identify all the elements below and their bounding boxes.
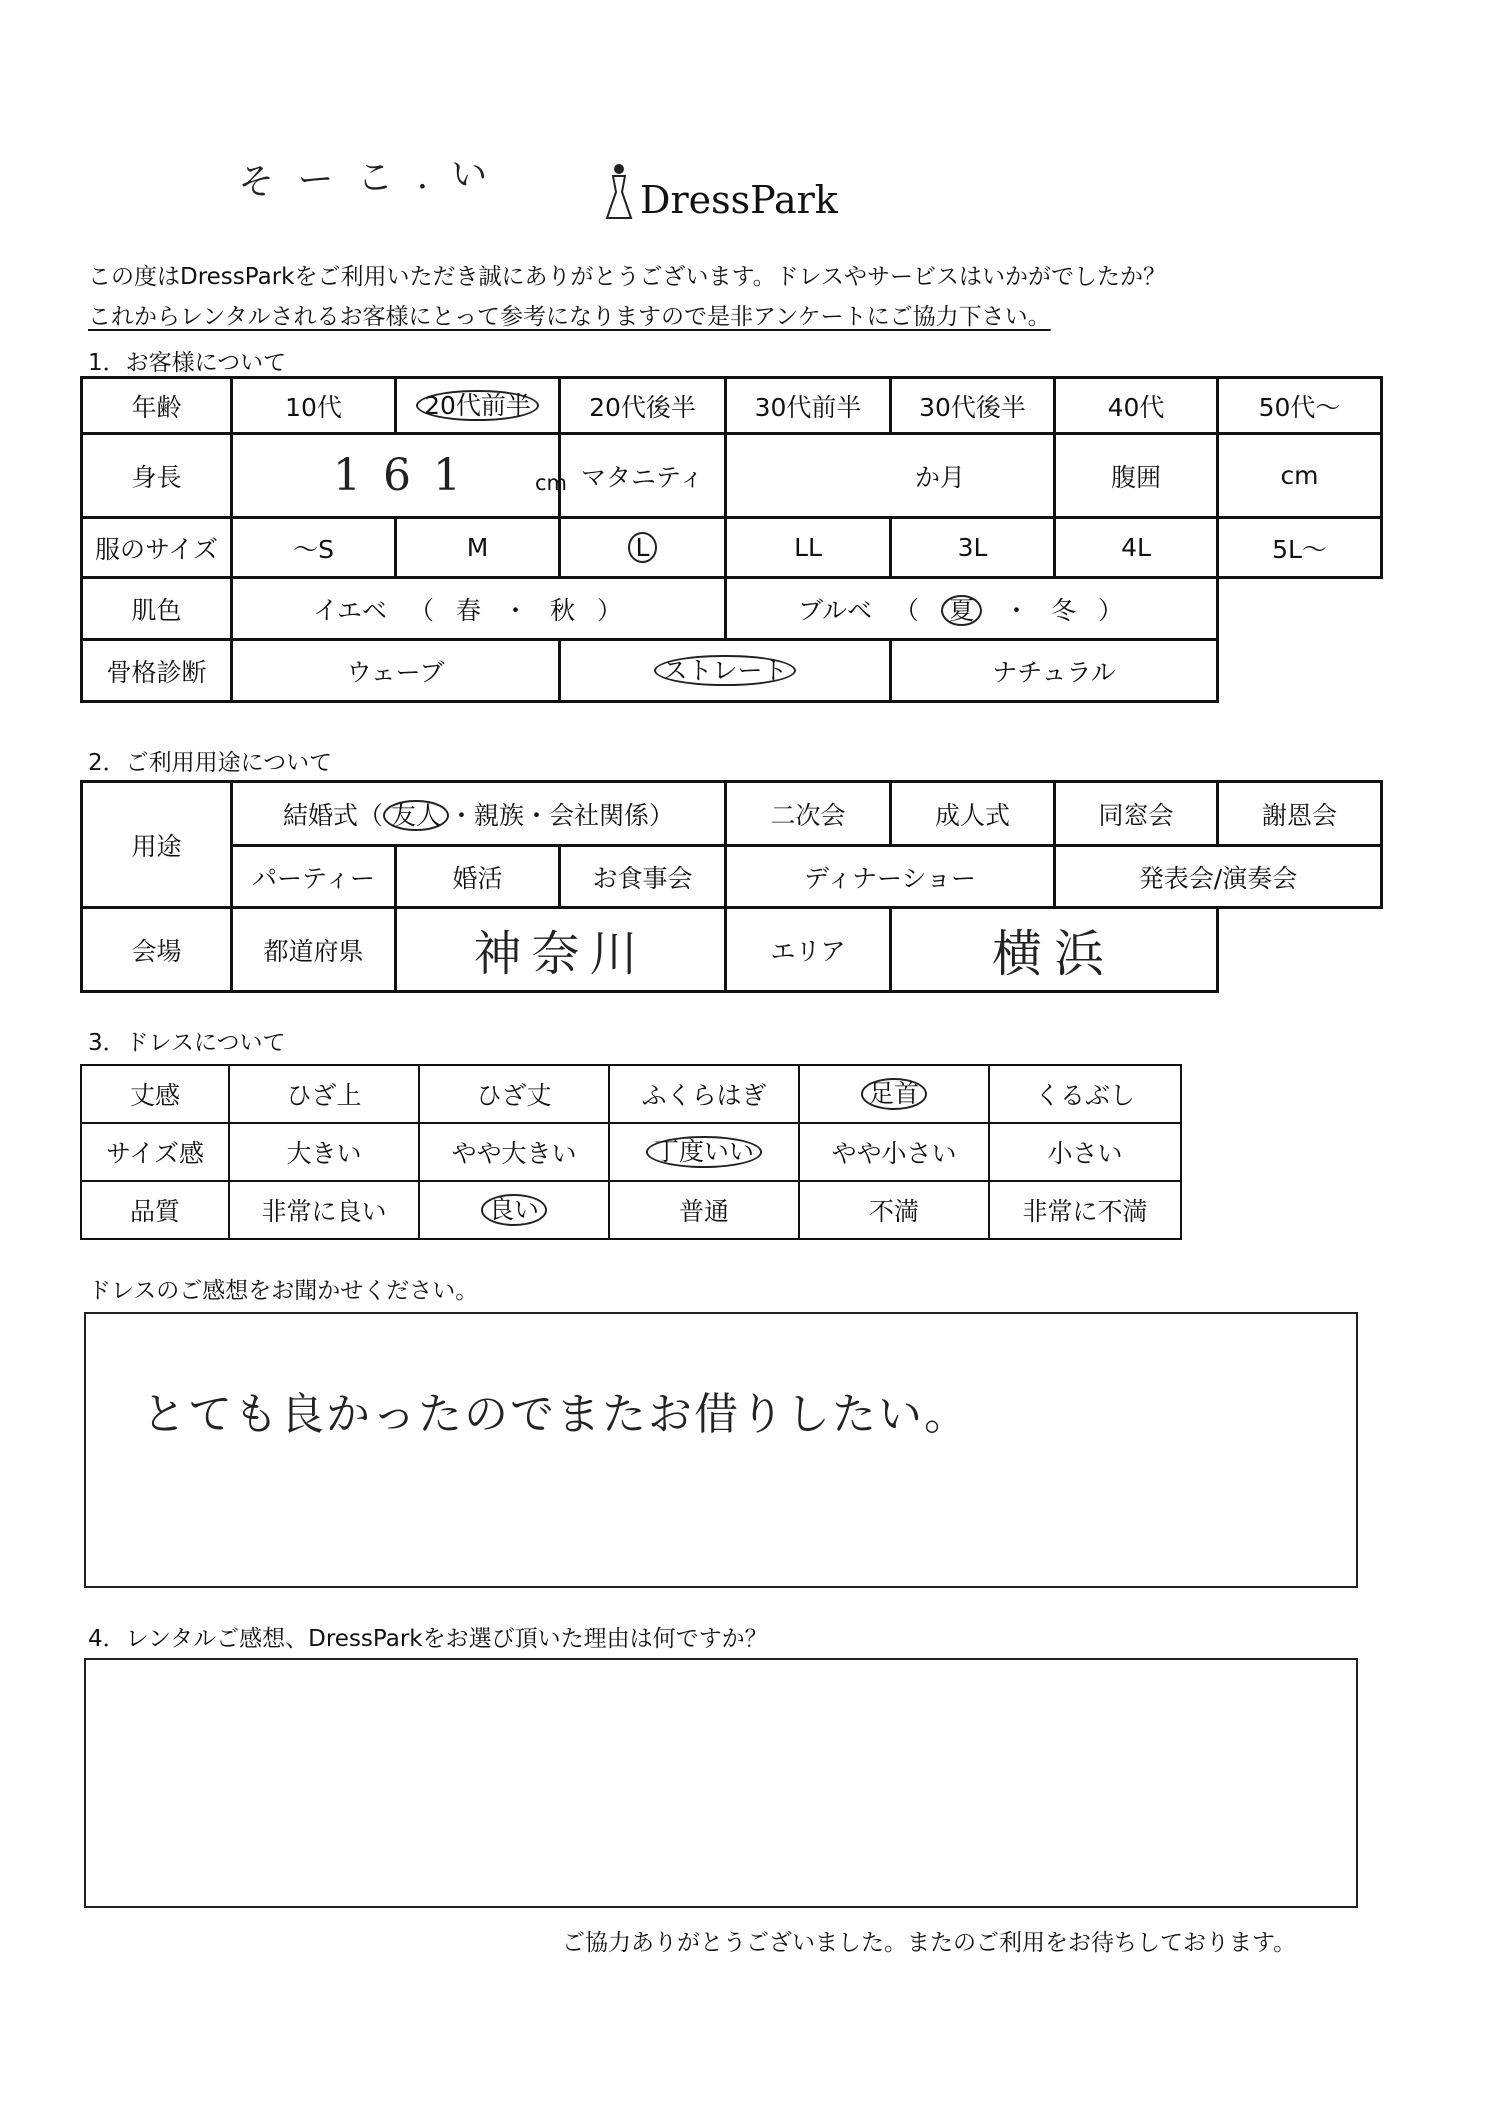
length-option: ひざ丈 — [419, 1065, 609, 1123]
impression-question: ドレスのご感想をお聞かせください。 — [88, 1278, 479, 1304]
size-option: 3L — [891, 518, 1055, 578]
quality-option: 普通 — [609, 1181, 799, 1239]
dress-logo-icon — [604, 162, 634, 226]
fit-option-selected: 丁度いい — [609, 1123, 799, 1181]
venue-label: 会場 — [82, 908, 232, 992]
length-option: ふくらはぎ — [609, 1065, 799, 1123]
purpose-table — [80, 780, 1383, 993]
brand-name: DressPark — [640, 178, 838, 222]
length-option: ひざ上 — [229, 1065, 419, 1123]
quality-option: 非常に不満 — [989, 1181, 1181, 1239]
height-unit: cm — [534, 471, 567, 495]
prefecture-value: 神奈川 — [396, 908, 726, 992]
handwritten-name: そ ー こ . い — [237, 153, 494, 204]
area-value: 横浜 — [891, 908, 1218, 992]
height-label: 身長 — [82, 434, 232, 518]
fit-option: 大きい — [229, 1123, 419, 1181]
purpose-option: 発表会/演奏会 — [1055, 846, 1382, 908]
section3-title: 3．ドレスについて — [88, 1030, 286, 1056]
intro-text: この度はDressParkをご利用いただき誠にありがとうございます。ドレスやサービスはいかがでしたか？ — [88, 264, 1166, 290]
section2-title: 2．ご利用用途について — [88, 750, 333, 776]
footer-thanks: ご協力ありがとうございました。またのご利用をお待ちしております。 — [562, 1930, 1297, 1956]
fit-label: サイズ感 — [81, 1123, 229, 1181]
area-label: エリア — [726, 908, 891, 992]
quality-label: 品質 — [81, 1181, 229, 1239]
fit-option: 小さい — [989, 1123, 1181, 1181]
skin-yellow-cell: イエベ （ 春 ・ 秋 ） — [232, 578, 726, 640]
purpose-option: 同窓会 — [1055, 782, 1218, 846]
waist-label: 腹囲 — [1055, 434, 1218, 518]
prefecture-label: 都道府県 — [232, 908, 396, 992]
purpose-option: 成人式 — [891, 782, 1055, 846]
maternity-months: か月 — [726, 434, 1055, 518]
frame-option-selected: ストレート — [560, 640, 891, 702]
fit-option: やや小さい — [799, 1123, 989, 1181]
height-value-cell — [232, 434, 567, 518]
impression-answer: とても良かったのでまたお借りしたい。 — [142, 1389, 970, 1440]
age-option: 10代 — [232, 378, 396, 434]
quality-option: 非常に良い — [229, 1181, 419, 1239]
frame-label: 骨格診断 — [82, 640, 232, 702]
wedding-cell: 結婚式（ 友人 ・親族・会社関係） — [232, 782, 726, 846]
purpose-option: ディナーショー — [726, 846, 1055, 908]
length-label: 丈感 — [81, 1065, 229, 1123]
purpose-option: 婚活 — [396, 846, 560, 908]
length-option: くるぶし — [989, 1065, 1181, 1123]
length-option-selected: 足首 — [799, 1065, 989, 1123]
age-option: 40代 — [1055, 378, 1218, 434]
waist-unit: cm — [1218, 434, 1382, 518]
size-option: ～S — [232, 518, 396, 578]
friend-selected: 友人 — [383, 800, 449, 832]
purpose-option: お食事会 — [560, 846, 726, 908]
age-option: 30代前半 — [726, 378, 891, 434]
maternity-label: マタニティ — [560, 434, 726, 518]
age-option: 30代後半 — [891, 378, 1055, 434]
customer-table — [80, 376, 1383, 703]
purpose-option: 二次会 — [726, 782, 891, 846]
skin-summer-selected: 夏 — [941, 595, 982, 627]
reason-box — [84, 1658, 1358, 1908]
size-option: 5L～ — [1218, 518, 1382, 578]
purpose-option: パーティー — [232, 846, 396, 908]
size-option: 4L — [1055, 518, 1218, 578]
skin-label: 肌色 — [82, 578, 232, 640]
height-value: 161 — [333, 450, 483, 501]
quality-option-selected: 良い — [419, 1181, 609, 1239]
age-label: 年齢 — [82, 378, 232, 434]
section4-title: 4．レンタルご感想、DressParkをお選び頂いた理由は何ですか？ — [88, 1626, 768, 1652]
dress-table — [80, 1064, 1182, 1240]
size-label: 服のサイズ — [82, 518, 232, 578]
purpose-label: 用途 — [82, 782, 232, 908]
quality-option: 不満 — [799, 1181, 989, 1239]
section1-title: 1．お客様について — [88, 350, 287, 376]
size-option: M — [396, 518, 560, 578]
age-option: 50代～ — [1218, 378, 1382, 434]
age-option: 20代後半 — [560, 378, 726, 434]
frame-option: ウェーブ — [232, 640, 560, 702]
frame-option: ナチュラル — [891, 640, 1218, 702]
age-option-selected: 20代前半 — [396, 378, 560, 434]
purpose-option: 謝恩会 — [1218, 782, 1382, 846]
intro-request: これからレンタルされるお客様にとって参考になりますので是非アンケートにご協力下さい。 — [88, 304, 1051, 330]
size-option-selected: L — [560, 518, 726, 578]
size-option: LL — [726, 518, 891, 578]
impression-box — [84, 1312, 1358, 1588]
fit-option: やや大きい — [419, 1123, 609, 1181]
skin-blue-cell: ブルベ （ 夏 ・ 冬 ） — [726, 578, 1218, 640]
